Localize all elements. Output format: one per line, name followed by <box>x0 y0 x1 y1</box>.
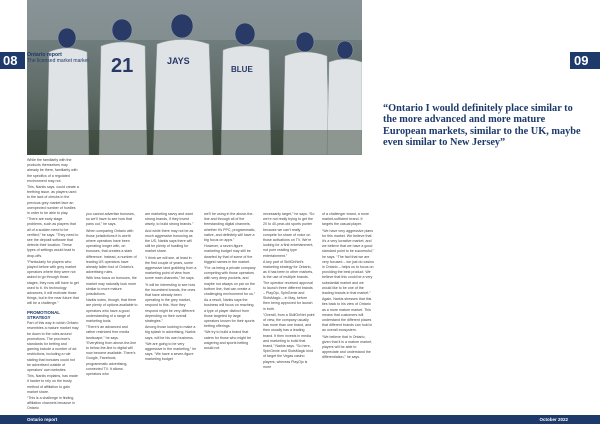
page-number-left: 08 <box>0 52 25 69</box>
paragraph: “It will be interesting to see how the incumbent brands, the ones that have already been operating in the grey market, respond to this. How they respond might be very different depending on their overall strategies.” <box>145 282 196 324</box>
paragraph: necessarily target,” he says. “So we’re not really trying to get the 20 to 40-year-old sports punter because we can’t really compete for share of voice on those activations on TV. We’re looking for a first entertainment, not pure reading type entertainment.” <box>263 212 315 258</box>
paragraph: With less focus on bonuses, the market may naturally look more similar to more mature jurisdictions. <box>86 276 137 297</box>
paragraph: While the familiarity with the products themselves may already be there, familiarity with the specifics of a regulated environment may not. <box>27 158 78 183</box>
paragraph: “This is a challenge in finding affiliation channels because in Ontario <box>27 395 75 411</box>
article-column-1 <box>27 158 79 413</box>
svg-text:JAYS: JAYS <box>167 56 190 66</box>
paragraph: are marketing savvy and want strong brands, if they invest wisely, to build strong brands.” <box>145 212 194 227</box>
paragraph: Part of this way in which Ontario resembles a mature market may be down to the rules around promotions. The province’s standards for betting and gaming include a number of ad restrictions, including a rule stating that bonuses could not be advertised outside of operators’ own websites. <box>27 321 79 372</box>
baseball-team-photo <box>27 0 362 155</box>
footer-right-date: October 2022 <box>539 417 568 422</box>
paragraph: As a result, Narkis says the business will focus on reaching a type of player distinct from those targeted by large operators known for their sports betting offerings. <box>204 298 255 329</box>
paragraph: A key part of SkillOnNet’s marketing strategy for Ontario, as it has been in other markets, is the use of multiple brands. The operator received approval to launch three different brands – PlayOjo, SpinGenie and SlotsMagic – in May, before then being approved for launch in both. <box>263 259 314 311</box>
paragraph: “I think we will see, at least in the first couple of years, some aggressive land grabbing from a marketing point of view from some main channels,” he says. <box>145 255 197 281</box>
paragraph: “Overall, from a SkillOnNet point of view, the company usually has more than one brand, and then usually has a leading brand. It then invests in media and marketing to build that brand,” Narkis says. “So here, SpinGenie and SlotsMagic kind of target the Vegas casino players, whereas PlayOjo is more <box>263 312 315 369</box>
paragraph: “Particularly for players who played before with grey market operators where they were not asked to go through those stages, they now will have to get used to it. It’s technology advances, it will motivate those things, but in the near future that will be a challenge.” <box>27 259 79 306</box>
article-column-4 <box>204 212 256 412</box>
paragraph: “There are early stage problems, such as players that all of a sudden need to be verified,” he says. “They need to see the deposit software that detects their location. These types of settings would lead to drop-offs. <box>27 217 79 258</box>
paragraph: of a challenger brand, a more market-sufficient brand. It targets the casual player. <box>322 212 369 227</box>
paragraph: This, Narkis explains, has made it harder to rely on the trusty method of affiliation to gain market share. <box>27 374 78 394</box>
article-column-5 <box>263 212 315 412</box>
paragraph: we’ll be using in the above-the-line and through all of the freestanding digital channels, whether it’s PPC, programmatic, native, and definitely will have a big focus on apps.” <box>204 212 256 243</box>
paragraph: you cannot advertise bonuses, so we’ll have to see how that pans out,” he says. <box>86 212 135 227</box>
paragraph: “We believe that in Ontario, given that it is a mature market, players will be able to appreciate and understand the differentiation,” he says. <box>322 334 373 360</box>
paragraph: However, a seven-figure marketing budget may still be dwarfed by that of some of the biggest names in the market. <box>204 244 253 264</box>
paragraph: This, Narkis says, could create a teething issue, as players used to the lack of checks in the previous grey market face an unexpected number of hurdles in order to be able to play. <box>27 185 79 216</box>
section-title: Ontario report <box>27 52 62 58</box>
paragraph: When comparing Ontario with those jurisdictions it is worth where operators have been operating longer with, on bonuses, that creates a stark difference. Instead, a number of leading US operators have already fallen foul of Ontario’s advertising rules. <box>86 228 137 275</box>
footer-left-label: Ontario report <box>27 417 58 422</box>
article-column-2 <box>86 212 138 412</box>
svg-text:21: 21 <box>111 55 134 77</box>
baseball-players-illustration <box>27 0 362 155</box>
paragraph: “For us being a private company competing with those operators with very deep pockets, and maybe not always on par on the bottom line, that can create a challenging environment for us.” <box>204 266 256 297</box>
paragraph: Among those looking to make a big splash in advertising, Narkis says, will be his own business. <box>145 325 196 340</box>
paragraph: “We have very aggressive plans for this market. We believe that it’s a very lucrative market, and we believe that we have a good standard point to be successful,” he says. “The fact that we are very focused – we just do casino in Ontario – helps us to focus on providing the best product. We believe that this could be a very substantial market and we would like to be one of the leading brands in that market.” <box>322 228 374 296</box>
pull-quote: “Ontario I would definitely place similar to the more advanced and more mature European markets, similar to the UK, maybe even similar to New Jersey” <box>383 103 581 149</box>
paragraph: Narkis notes, though, that there are plenty of options available to operators who have a good understanding of a range of marketing tools. <box>86 298 138 324</box>
section-subtitle: The licensed market market <box>27 58 89 64</box>
article-column-3 <box>145 212 197 412</box>
page-footer <box>0 415 600 424</box>
section-header <box>27 52 89 64</box>
svg-text:BLUE: BLUE <box>231 65 253 74</box>
paragraph: “We try to build a brand that caters for those who might be wagering and sports betting would not <box>204 330 252 351</box>
article-column-6 <box>322 212 374 412</box>
subheading-promotional-strategy: PROMOTIONAL STRATEGY <box>27 309 60 320</box>
paragraph: Again, Narkis stresses that this ties back to his view of Ontario as a more mature market. This means that customers will understand the different places that different brands can hold in an overall ecosystem. <box>322 297 373 333</box>
paragraph: And while there may not be as much aggressive bonusing as the US, Narkis says there will still be plenty of hustling for market share. <box>145 228 194 254</box>
page-number-right: 09 <box>570 52 600 69</box>
paragraph: “We are going to be very aggressive in the marketing,” he says. “We have a seven-figure marketing budget <box>145 341 197 362</box>
paragraph: “There’s an advanced and rather restricted free media landscape,” he says. “Everything from above-the-line to below-the-line to digital will now become available. There’s Google, Facebook, programmatic advertising, connected TV. It allows operators who <box>86 325 137 377</box>
